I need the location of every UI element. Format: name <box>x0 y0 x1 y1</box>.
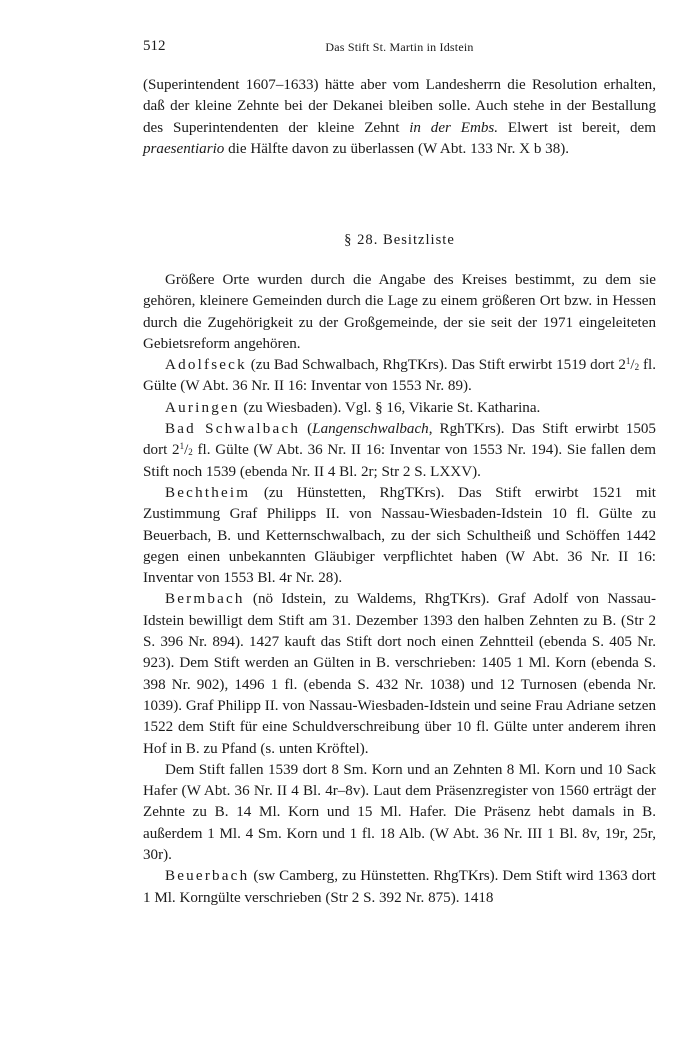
entry-name: Bad Schwalbach <box>165 421 301 438</box>
entry-text: ( <box>300 421 313 438</box>
intro-text: Elwert ist bereit, dem <box>498 119 656 136</box>
fraction-slash: / <box>184 442 189 459</box>
entry-paragraph <box>143 866 656 909</box>
intro-paragraph <box>143 75 656 160</box>
intro-text: die Hälfte davon zu überlassen (W Abt. 133 Nr. X b 38). <box>224 140 570 157</box>
entry-text: (sw Camberg, zu Hünstetten. RhgTKrs). Dem Stift wird 1363 dort 1 Ml. Korngülte verschrieben (Str 2 S. 392 Nr. 875). 1418 <box>143 868 656 906</box>
entry-name: Auringen <box>165 399 240 416</box>
fraction-denominator: 2 <box>188 447 193 458</box>
entry-paragraph <box>143 589 656 759</box>
entry-text: , RghTKrs). Das Stift erwirbt 1505 dort 2 <box>143 421 656 459</box>
fraction-denominator: 2 <box>634 362 640 373</box>
entry-text: (zu Wiesbaden). Vgl. § 16, Vikarie St. Katharina. <box>239 399 541 416</box>
entry-name: Adolfseck <box>165 357 247 374</box>
entry-text: (zu Bad Schwalbach, RhgTKrs). Das Stift erwirbt 1519 dort 2 <box>246 357 626 374</box>
intro-italic: in der Embs. <box>409 119 499 136</box>
entry-name: Bermbach <box>165 591 245 608</box>
entry-name: Beuerbach <box>165 868 250 885</box>
fraction-slash: / <box>630 357 635 374</box>
fraction-numerator: 1 <box>179 441 185 452</box>
page-header <box>143 37 656 55</box>
entry-paragraph <box>143 419 656 483</box>
entry-text: (nö Idstein, zu Waldems, RhgTKrs). Graf Adolf von Nassau-Idstein bewilligt dem Stift am 31. Dezember 1393 den halben Zehnten zu B. (Str 2 S. 396 Nr. 894). 1427 kauft das Stift dort noch einen Zehntteil (ebenda S. 405 Nr. 923). Dem Stift werden an Gülten in B. verschrieben: 1405 1 Ml. Korn (ebenda S. 398 Nr. 902), 1496 1 fl. (ebenda S. 432 Nr. 1038) und 12 Turnosen (ebenda Nr. 1039). Graf Philipp II. von Nassau-Wiesbaden-Idstein und seine Frau Adriane setzen 1522 dem Stift für eine Schuldverschreibung über 10 fl. Gülte unter anderem ihren Hof in B. zu Pfand (s. unten Kröftel). <box>143 591 656 757</box>
entry-name: Bechtheim <box>165 484 251 501</box>
intro-italic: praesentiario <box>143 140 225 157</box>
entry-text: (zu Hünstetten, RhgTKrs). Das Stift erwirbt 1521 mit Zustimmung Graf Philipps II. von Nassau-Wiesbaden-Idstein 10 fl. Gülte zu Beuerbach, B. und Ketternschwalbach, zu der sich Schultheiß und Schöffen 1442 gegen einen unbekannten Gläubiger verpflichtet haben (W Abt. 36 Nr. II 16: Inventar von 1553 Bl. 4r Nr. 28). <box>143 484 656 587</box>
intro-block <box>143 75 656 160</box>
page-number: 512 <box>143 38 166 54</box>
entry-text: fl. Gülte (W Abt. 36 Nr. II 16: Inventar von 1553 Nr. 194). Sie fallen dem Stift noch 1539 (ebenda Nr. II 4 Bl. 2r; Str 2 S. LXXV). <box>143 442 656 480</box>
fraction-numerator: 1 <box>625 356 631 367</box>
entry-paragraph <box>143 483 656 589</box>
entry-italic: Langenschwalbach <box>312 421 429 438</box>
paragraph: Größere Orte wurden durch die Angabe des Kreises bestimmt, zu dem sie gehören, kleinere Gemeinden durch die Lage zu einem größeren Ort bzw. in Hessen durch die Zugehörigkeit zu der Großgemeinde, der sie seit der 1971 eingeleiteten Gebietsreform angehören. <box>143 272 656 352</box>
entry-paragraph <box>143 355 656 398</box>
body-block <box>143 270 656 909</box>
entry-text: fl. Gülte (W Abt. 36 Nr. II 16: Inventar von 1553 Nr. 89). <box>143 357 656 395</box>
intro-text: (Superintendent 1607–1633) hätte aber vom Landesherrn die Resolution erhalten, daß der kleine Zehnte bei der Dekanei bleiben solle. Auch stehe in der Bestallung des Superintendenten der kleine Zehnt <box>143 77 656 136</box>
section-heading: § 28. Besitzliste <box>344 232 455 248</box>
entry-paragraph <box>143 398 656 419</box>
paragraph: Dem Stift fallen 1539 dort 8 Sm. Korn und an Zehnten 8 Ml. Korn und 10 Sack Hafer (W Abt. 36 Nr. II 4 Bl. 4r–8v). Laut dem Präsenzregister von 1560 erträgt der Zehnte zu B. 14 Ml. Korn und 15 Ml. Hafer. Die Präsenz hebt damals in B. außerdem 1 Ml. 4 Sm. Korn und 1 fl. 18 Alb. (W Abt. 36 Nr. III 1 Bl. 8v, 19r, 25r, 30r). <box>143 761 656 864</box>
running-title: Das Stift St. Martin in Idstein <box>325 40 474 54</box>
